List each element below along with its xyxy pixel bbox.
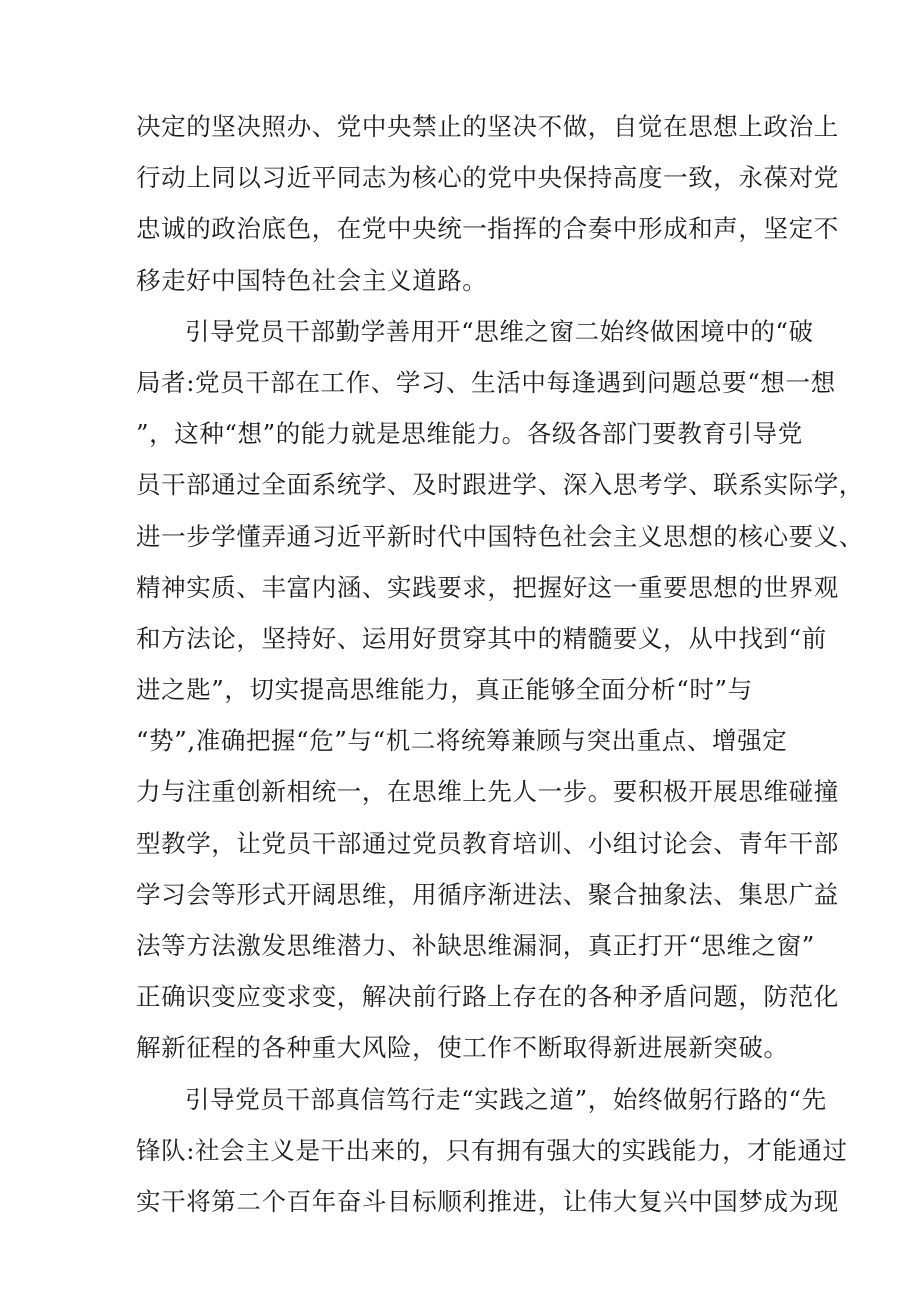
text-line: 行动上同以习近平同志为核心的党中央保持高度一致，永葆对党	[136, 163, 839, 193]
text-line: 移走好中国特色社会主义道路。	[136, 265, 488, 295]
text-line: 进一步学懂弄通习近平新时代中国特色社会主义思想的核心要义、	[136, 521, 864, 551]
paragraph-1	[136, 101, 839, 306]
text-line: 型教学，让党员干部通过党员教育培训、小组讨论会、青年干部	[136, 828, 839, 858]
text-line: 实干将第二个百年奋斗目标顺利推进，让伟大复兴中国梦成为现	[136, 1186, 839, 1216]
paragraph-3	[136, 1074, 848, 1228]
text-line: 引导党员干部勤学善用开“思维之窗二始终做困境中的“破	[185, 316, 814, 346]
text-line: 忠诚的政治底色，在党中央统一指挥的合奏中形成和声，坚定不	[136, 214, 839, 244]
text-line: 引导党员干部真信笃行走“实践之道”，始终做躬行路的“先	[185, 1084, 827, 1114]
text-line: “势”,准确把握“危”与“机二将统筹兼顾与突出重点、增强定	[136, 726, 788, 756]
text-line: 法等方法激发思维潜力、补缺思维漏洞，真正打开“思维之窗”	[136, 931, 815, 960]
text-line: 局者:党员干部在工作、学习、生活中每逢遇到问题总要“想一想	[136, 367, 836, 397]
text-line: 锋队:社会主义是干出来的，只有拥有强大的实践能力，才能通过	[136, 1135, 848, 1165]
document-body	[136, 101, 864, 1227]
text-line: 进之匙”，切实提高思维能力，真正能够全面分析“时”与	[136, 675, 753, 705]
text-line: 员干部通过全面系统学、及时跟进学、深入思考学、联系实际学，	[136, 470, 864, 500]
paragraph-2	[136, 306, 864, 1074]
text-line: 精神实质、丰富内涵、实践要求，把握好这一重要思想的世界观	[136, 572, 839, 602]
text-line: 正确识变应变求变，解决前行路上存在的各种矛盾问题，防范化	[136, 982, 839, 1012]
text-line: 决定的坚决照办、党中央禁止的坚决不做，自觉在思想上政治上	[136, 112, 839, 141]
text-line: ”，这种“想”的能力就是思维能力。各级各部门要教育引导党	[136, 419, 803, 449]
text-line: 和方法论，坚持好、运用好贯穿其中的精髓要义，从中找到“前	[136, 623, 827, 653]
text-line: 力与注重创新相统一，在思维上先人一步。要积极开展思维碰撞	[136, 777, 839, 807]
text-line: 学习会等形式开阔思维，用循序渐进法、聚合抽象法、集思广益	[136, 879, 839, 909]
text-line: 解新征程的各种重大风险，使工作不断取得新进展新突破。	[136, 1033, 789, 1063]
